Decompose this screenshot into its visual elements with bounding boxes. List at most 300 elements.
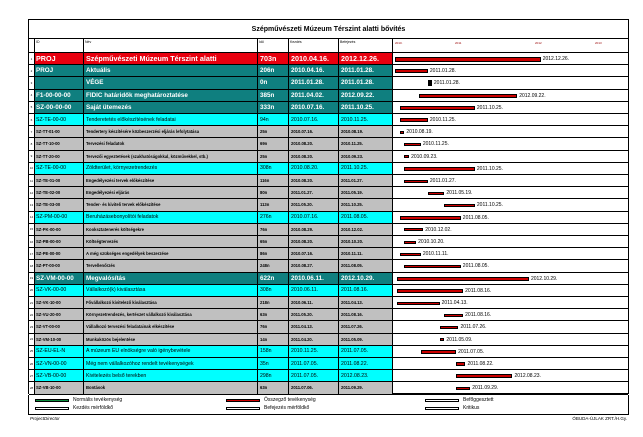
header-start[interactable]: Kezdés <box>289 39 339 53</box>
task-name: Kooksztatenerés költségekre <box>84 224 258 235</box>
table-row[interactable] <box>29 273 628 285</box>
task-duration: 76n <box>258 224 289 235</box>
table-row[interactable] <box>29 90 628 102</box>
task-finish: 2011.09.29. <box>339 382 393 393</box>
header-finish[interactable]: Befejezés <box>339 39 393 53</box>
task-duration: 308n <box>258 163 289 174</box>
row-number: 15 <box>29 224 35 235</box>
table-row[interactable] <box>29 382 628 394</box>
legend <box>28 395 629 415</box>
gantt-bar[interactable] <box>404 180 428 183</box>
table-row[interactable] <box>29 65 628 77</box>
legend-start-milestone: Kezdés mérföldkő <box>35 405 113 411</box>
task-name: Vállalkozó(k) kiválasztása <box>84 285 258 296</box>
task-finish: 2011.01.28. <box>339 65 393 76</box>
gantt-bar[interactable] <box>400 106 475 110</box>
task-id: SZ-VM-10-00 <box>35 334 84 345</box>
task-start: 2010.06.11. <box>289 297 339 308</box>
task-id: SZ-PM-00-00 <box>35 212 84 223</box>
task-start: 2010.08.20. <box>289 138 339 149</box>
table-row[interactable] <box>29 175 628 187</box>
legend-fixed-swatch <box>425 399 459 402</box>
gantt-bar[interactable] <box>397 277 529 281</box>
task-finish: 2011.07.05. <box>339 346 393 357</box>
task-start: 2011.05.20. <box>289 199 339 210</box>
gantt-bar[interactable] <box>400 118 428 122</box>
task-name: Fővállalkozó kivitelező kiválasztása <box>84 297 258 308</box>
task-name: Munkaközös bejelentése <box>84 334 258 345</box>
task-name: Tendertery készítésére közbeszerzési eljárás lefolytatása <box>84 126 258 137</box>
row-number: 18 <box>29 260 35 271</box>
task-finish: 2010.09.23. <box>339 151 393 162</box>
table-row[interactable] <box>29 126 628 138</box>
task-start: 2010.04.16. <box>289 65 339 76</box>
task-start: 2010.08.20. <box>289 236 339 247</box>
task-id: SZ-VB-00-00 <box>35 370 84 381</box>
row-number: 21 <box>29 297 35 308</box>
task-name: Költségtervezés <box>84 236 258 247</box>
bar-date-label: 2011.07.26. <box>460 324 487 331</box>
table-row[interactable] <box>29 346 628 358</box>
table-row[interactable] <box>29 248 628 260</box>
task-duration: 248n <box>258 260 289 271</box>
bar-date-label: 2010.12.02. <box>425 226 452 233</box>
row-number: 25 <box>29 346 35 357</box>
gantt-cell <box>393 53 628 64</box>
task-id: PROJ <box>35 65 84 76</box>
legend-summary: Összegző tevékenység <box>226 397 316 403</box>
gantt-bar[interactable] <box>456 374 512 378</box>
legend-normal: Normális tevékenység <box>35 397 122 403</box>
gantt-bar[interactable] <box>404 167 475 171</box>
row-number: 6 <box>29 114 35 125</box>
task-duration: 25n <box>258 126 289 137</box>
gantt-bar[interactable] <box>440 338 445 341</box>
gantt-bar[interactable] <box>456 362 465 366</box>
table-row[interactable] <box>29 334 628 346</box>
task-start: 2011.07.05. <box>289 370 339 381</box>
task-id: F1-00-00-00 <box>35 90 84 101</box>
gantt-cell <box>393 248 628 259</box>
task-start: 2011.01.27. <box>289 187 339 198</box>
gantt-cell <box>393 346 628 357</box>
task-name: VÉGE <box>84 77 258 88</box>
task-duration: 206n <box>258 65 289 76</box>
row-number: 14 <box>29 212 35 223</box>
gantt-bar[interactable] <box>395 57 541 62</box>
bar-date-label: 2010.10.20. <box>418 239 445 246</box>
bar-date-label: 2010.11.25. <box>429 117 456 124</box>
gantt-cell <box>393 285 628 296</box>
milestone-marker[interactable] <box>428 80 432 86</box>
table-row[interactable] <box>29 114 628 126</box>
bar-date-label: 2011.10.25. <box>476 202 503 209</box>
bar-date-label: 2011.01.28. <box>429 68 456 75</box>
task-duration: 276n <box>258 212 289 223</box>
task-finish: 2011.04.13. <box>339 297 393 308</box>
bar-date-label: 2010.09.23. <box>411 153 438 160</box>
bar-date-label: 2012.09.22. <box>519 92 546 99</box>
gantt-cell <box>393 114 628 125</box>
task-duration: 65n <box>258 236 289 247</box>
table-row[interactable] <box>29 53 628 65</box>
bar-date-label: 2012.12.26. <box>542 56 570 63</box>
task-duration: 298n <box>258 370 289 381</box>
task-start: 2010.07.16. <box>289 248 339 259</box>
task-name: A múzeum EU elnökségre való igénybevétele <box>84 346 258 357</box>
table-row[interactable] <box>29 138 628 150</box>
task-start: 2010.07.16. <box>289 102 339 113</box>
gantt-bar[interactable] <box>421 350 456 354</box>
gantt-bar[interactable] <box>404 265 460 268</box>
task-finish: 2011.05.19. <box>339 187 393 198</box>
task-name: Tenderetetés előkészítésének feladatai <box>84 114 258 125</box>
table-row[interactable] <box>29 358 628 370</box>
row-number: 3 <box>29 77 35 88</box>
row-number: 10 <box>29 163 35 174</box>
task-name: Még nem vállalkozóhoz rendelt tevékenységek <box>84 358 258 369</box>
task-finish: 2010.10.20. <box>339 236 393 247</box>
row-number: 22 <box>29 309 35 320</box>
bar-date-label: 2011.05.09. <box>446 336 473 343</box>
header-id[interactable]: ID <box>35 39 84 53</box>
task-start: 2011.04.20. <box>289 334 339 345</box>
task-duration: 63n <box>258 309 289 320</box>
task-start: 2010.08.20. <box>289 175 339 186</box>
task-start: 2010.08.20. <box>289 163 339 174</box>
row-number: 17 <box>29 248 35 259</box>
gantt-bar[interactable] <box>444 204 475 207</box>
gantt-cell <box>393 358 628 369</box>
gantt-cell <box>393 175 628 186</box>
table-row[interactable] <box>29 199 628 211</box>
bar-date-label: 2012.08.23. <box>514 373 541 380</box>
task-duration: 703n <box>258 53 289 64</box>
task-name: Aktuális <box>84 65 258 76</box>
task-duration: 158n <box>258 346 289 357</box>
task-duration: 0n <box>258 77 289 88</box>
task-id: SZ-TE-03-00 <box>35 199 84 210</box>
task-id: SZ-VB-10-00 <box>35 382 84 393</box>
gantt-cell <box>393 90 628 101</box>
table-row[interactable] <box>29 212 628 224</box>
table-row[interactable] <box>29 236 628 248</box>
task-finish: 2010.11.25. <box>339 138 393 149</box>
gantt-cell <box>393 77 628 88</box>
task-finish: 2011.08.16. <box>339 309 393 320</box>
task-start: 2011.07.05. <box>289 358 339 369</box>
gantt-bar[interactable] <box>397 289 463 293</box>
header-name[interactable]: Név <box>84 39 258 53</box>
gantt-cell <box>393 126 628 137</box>
row-number: 11 <box>29 175 35 186</box>
row-number: 2 <box>29 65 35 76</box>
gantt-cell <box>393 65 628 76</box>
task-duration: 14n <box>258 334 289 345</box>
task-name: Zöldterület, környezetrendezés <box>84 163 258 174</box>
bar-date-label: 2011.07.05. <box>458 348 485 355</box>
legend-fixed: Befőggesztett <box>425 397 494 403</box>
table-row[interactable] <box>29 285 628 297</box>
row-number: 1 <box>29 53 35 64</box>
legend-start-swatch <box>35 407 69 410</box>
task-start: 2010.11.25. <box>289 346 339 357</box>
task-name: Vállalkozó tervezési feladatainak elkészítése <box>84 321 258 332</box>
task-id: SZ-VK-00-00 <box>35 285 84 296</box>
task-start: 2010.07.16. <box>289 114 339 125</box>
gantt-cell <box>393 334 628 345</box>
task-duration: 218n <box>258 297 289 308</box>
gantt-bar[interactable] <box>428 192 444 195</box>
header-duration[interactable]: Idő <box>258 39 289 53</box>
legend-summary-swatch <box>226 399 260 402</box>
bar-date-label: 2011.08.05. <box>462 214 489 221</box>
bar-date-label: 2011.01.27. <box>429 178 456 185</box>
row-number: 16 <box>29 236 35 247</box>
bar-date-label: 2010.11.25. <box>422 141 449 148</box>
task-name: FIDIC határidők meghatároztatése <box>84 90 258 101</box>
task-start: 2010.04.16. <box>289 53 339 64</box>
task-finish: 2011.08.05. <box>339 260 393 271</box>
row-number: 7 <box>29 126 35 137</box>
row-number: 24 <box>29 334 35 345</box>
table-row[interactable] <box>29 163 628 175</box>
gantt-bar[interactable] <box>400 253 421 256</box>
timeline-label: 2012 <box>535 41 542 45</box>
task-id: SZ-PE-00-00 <box>35 248 84 259</box>
task-duration: 63n <box>258 382 289 393</box>
gantt-cell <box>393 273 628 284</box>
row-number: 20 <box>29 285 35 296</box>
legend-end-swatch <box>226 407 260 410</box>
task-finish: 2011.10.25. <box>339 102 393 113</box>
gantt-cell <box>393 212 628 223</box>
task-start: 2010.06.11. <box>289 285 339 296</box>
task-name: Saját ütemezés <box>84 102 258 113</box>
gantt-cell <box>393 297 628 308</box>
task-start: 2011.01.28. <box>289 77 339 88</box>
gantt-bar[interactable] <box>400 131 405 134</box>
task-duration: 308n <box>258 285 289 296</box>
task-finish: 2011.10.25. <box>339 199 393 210</box>
task-id <box>35 77 84 88</box>
task-finish: 2012.09.22. <box>339 90 393 101</box>
task-duration: 35n <box>258 358 289 369</box>
gantt-bar[interactable] <box>444 314 463 317</box>
task-start: 2010.08.27. <box>289 260 339 271</box>
task-id: SZ-TE-01-00 <box>35 175 84 186</box>
bar-date-label: 2011.05.19. <box>446 190 473 197</box>
page-title: Szépművészeti Múzeum Térszint alatti bővítés <box>29 20 628 39</box>
task-id: SZ-VM-00-00 <box>35 273 84 284</box>
bar-date-label: 2011.08.22. <box>467 361 494 368</box>
task-id: SZ-00-00-00 <box>35 102 84 113</box>
task-start: 2010.07.16. <box>289 126 339 137</box>
gantt-bar[interactable] <box>400 216 461 220</box>
task-finish: 2010.12.02. <box>339 224 393 235</box>
bar-date-label: 2011.10.25. <box>476 104 503 111</box>
task-id: PROJ <box>35 53 84 64</box>
task-id: SZ-VT-00-00 <box>35 321 84 332</box>
footer-right: ÓBUDA-ÚJLAK ZRT./H.Gy. <box>572 416 627 421</box>
table-row[interactable] <box>29 187 628 199</box>
task-id: SZ-PT-00-00 <box>35 260 84 271</box>
gantt-bar[interactable] <box>404 241 416 244</box>
timeline-label: 2011 <box>455 41 462 45</box>
task-name: Tervezői egyeztetések (szakhatóságokkal, közművekkel, stb.) <box>84 151 258 162</box>
task-duration: 622n <box>258 273 289 284</box>
task-finish: 2010.11.11. <box>339 248 393 259</box>
task-finish: 2011.10.25. <box>339 163 393 174</box>
task-name: Tervellenőrzés <box>84 260 258 271</box>
task-id: SZ-TT-20-00 <box>35 151 84 162</box>
task-start: 2011.05.20. <box>289 309 339 320</box>
task-name: Engedélyezési tervek előkészítése <box>84 175 258 186</box>
row-number: 23 <box>29 321 35 332</box>
task-finish: 2011.07.26. <box>339 321 393 332</box>
timeline-label: 2013 <box>595 41 602 45</box>
task-duration: 113n <box>258 199 289 210</box>
gantt-cell <box>393 151 628 162</box>
task-name: Szépművészeti Múzeum Térszint alatti <box>84 53 258 64</box>
table-row[interactable] <box>29 309 628 321</box>
task-finish: 2011.08.22. <box>339 358 393 369</box>
bar-date-label: 2012.10.29. <box>530 275 558 282</box>
bar-date-label: 2010.08.19. <box>406 129 433 136</box>
bar-date-label: 2011.08.16. <box>465 287 492 294</box>
legend-end-milestone: Befejezés mérföldkő <box>226 405 309 411</box>
task-finish: 2012.12.26. <box>339 53 393 64</box>
task-duration: 385n <box>258 90 289 101</box>
table-row[interactable] <box>29 260 628 272</box>
bar-date-label: 2011.01.28. <box>433 80 460 87</box>
task-id: SZ-TE-00-00 <box>35 114 84 125</box>
bar-date-label: 2011.08.05. <box>462 263 489 270</box>
row-number: 8 <box>29 138 35 149</box>
task-id: SZ-PK-00-00 <box>35 224 84 235</box>
row-number: 26 <box>29 358 35 369</box>
timeline-header <box>393 39 628 53</box>
row-number: 19 <box>29 273 35 284</box>
row-number: 5 <box>29 102 35 113</box>
task-duration: 80n <box>258 187 289 198</box>
legend-normal-swatch <box>35 399 69 402</box>
gantt-cell <box>393 163 628 174</box>
gantt-cell <box>393 260 628 271</box>
task-finish: 2012.10.29. <box>339 273 393 284</box>
gantt-bar[interactable] <box>440 326 459 329</box>
task-start: 2010.08.29. <box>289 224 339 235</box>
task-duration: 86n <box>258 248 289 259</box>
task-start: 2011.04.13. <box>289 321 339 332</box>
table-row[interactable] <box>29 224 628 236</box>
task-finish: 2011.01.27. <box>339 175 393 186</box>
task-duration: 333n <box>258 102 289 113</box>
gantt-cell <box>393 236 628 247</box>
task-name: Tervezési feladatok <box>84 138 258 149</box>
row-number: 27 <box>29 370 35 381</box>
task-start: 2010.08.20. <box>289 151 339 162</box>
task-duration: 25n <box>258 151 289 162</box>
row-number: 28 <box>29 382 35 393</box>
task-start: 2010.06.11. <box>289 273 339 284</box>
task-name: Környezetrendezés, kertészet vállalkozó kiválasztása <box>84 309 258 320</box>
task-id: SZ-TT-01-00 <box>35 126 84 137</box>
bar-date-label: 2011.04.13. <box>441 300 468 307</box>
gantt-cell <box>393 224 628 235</box>
footer-left: ProjectDirector <box>30 416 60 421</box>
bar-date-label: 2011.08.16. <box>465 312 492 319</box>
timeline-label: 2010. <box>395 41 403 45</box>
bar-date-label: 2010.11.11. <box>422 251 449 258</box>
table-row[interactable] <box>29 151 628 163</box>
row-number: 4 <box>29 90 35 101</box>
gantt-cell <box>393 309 628 320</box>
task-id: SZ-PB-00-00 <box>35 236 84 247</box>
task-name: Beruházásebonyolítói feladatok <box>84 212 258 223</box>
gantt-cell <box>393 102 628 113</box>
task-finish: 2010.08.19. <box>339 126 393 137</box>
gantt-cell <box>393 382 628 393</box>
row-number: 9 <box>29 151 35 162</box>
gantt-cell <box>393 370 628 381</box>
gantt-bar[interactable] <box>419 94 518 98</box>
table-row[interactable] <box>29 370 628 382</box>
task-duration: 76n <box>258 321 289 332</box>
task-duration: 69n <box>258 138 289 149</box>
task-finish: 2011.08.16. <box>339 285 393 296</box>
table-row[interactable] <box>29 297 628 309</box>
task-duration: 94n <box>258 114 289 125</box>
task-finish: 2011.01.28. <box>339 77 393 88</box>
task-name: A még szükséges engedélyek beszerzése <box>84 248 258 259</box>
gantt-cell <box>393 138 628 149</box>
task-name: Bontások <box>84 382 258 393</box>
task-name: Kivitelezés belső terekben <box>84 370 258 381</box>
task-id: SZ-EU-EL-N <box>35 346 84 357</box>
task-id: SZ-VK-10-00 <box>35 297 84 308</box>
task-id: SZ-TE-02-00 <box>35 187 84 198</box>
task-start: 2010.07.16. <box>289 212 339 223</box>
task-name: Tender- és kiviteli tervek előkészítése <box>84 199 258 210</box>
gantt-bar[interactable] <box>397 302 439 305</box>
gantt-bar[interactable] <box>404 155 409 158</box>
task-finish: 2011.08.05. <box>339 212 393 223</box>
task-id: SZ-TT-10-00 <box>35 138 84 149</box>
task-finish: 2011.05.09. <box>339 334 393 345</box>
task-name: Engedélyezési eljárás <box>84 187 258 198</box>
bar-date-label: 2011.10.25. <box>476 165 503 172</box>
gantt-bar[interactable] <box>404 228 423 231</box>
gantt-bar[interactable] <box>456 387 470 390</box>
task-name: Megvalósítás <box>84 273 258 284</box>
task-start: 2011.07.06. <box>289 382 339 393</box>
gantt-cell <box>393 321 628 332</box>
table-row[interactable] <box>29 77 628 89</box>
task-finish: 2010.11.25. <box>339 114 393 125</box>
gantt-bar[interactable] <box>395 69 428 73</box>
table-row[interactable] <box>29 102 628 114</box>
task-id: SZ-VU-20-00 <box>35 309 84 320</box>
task-start: 2011.04.02. <box>289 90 339 101</box>
task-duration: 116n <box>258 175 289 186</box>
legend-critical: Kritikus <box>425 405 479 411</box>
task-id: SZ-TE-00-00 <box>35 163 84 174</box>
gantt-bar[interactable] <box>404 143 420 146</box>
bar-date-label: 2011.09.29. <box>472 385 499 392</box>
row-number: 12 <box>29 187 35 198</box>
table-row[interactable] <box>29 321 628 333</box>
